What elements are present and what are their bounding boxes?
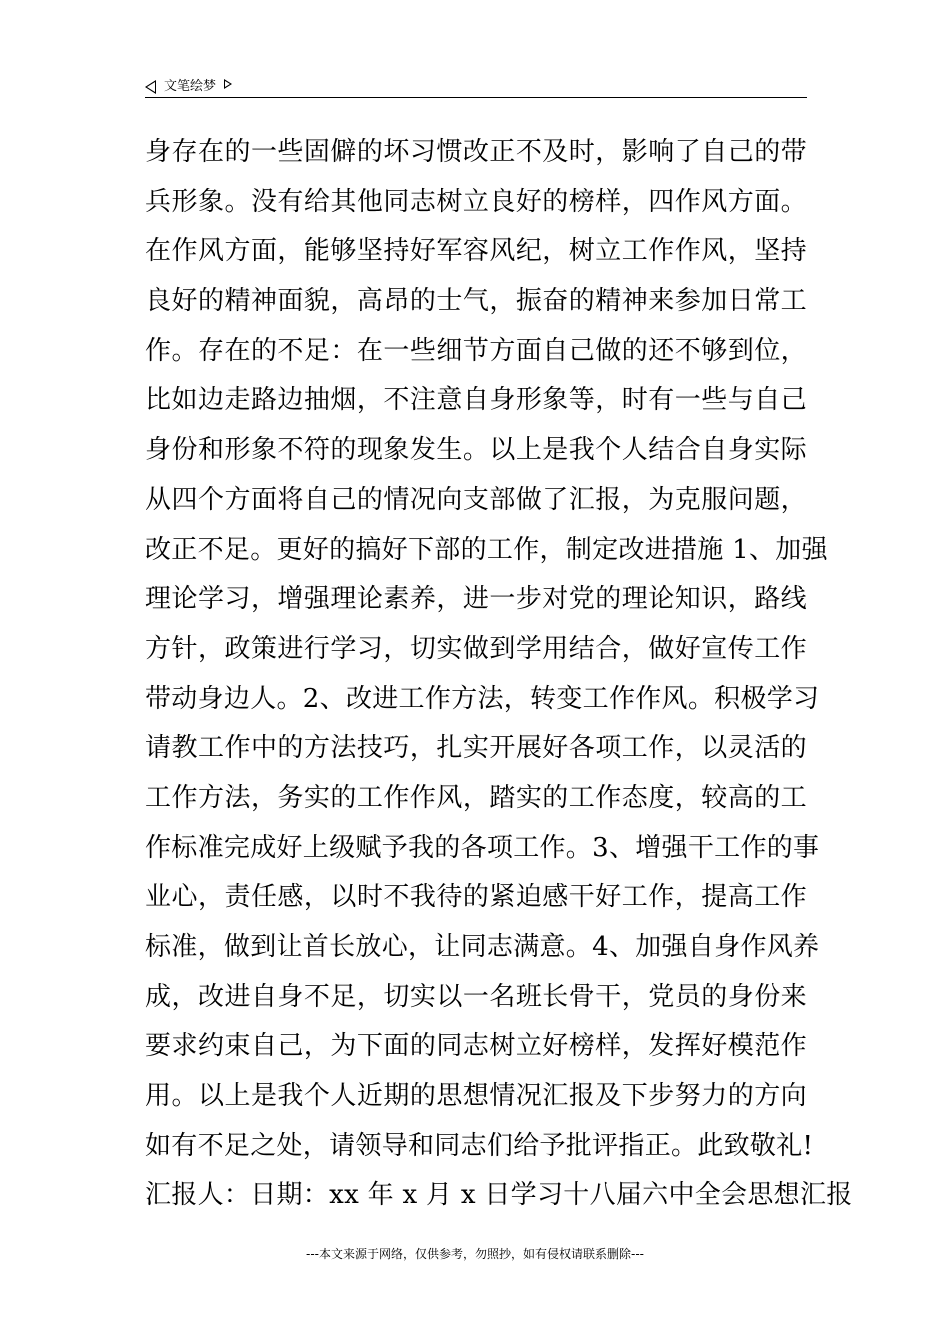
body-line: 如有不足之处，请领导和同志们给予批评指正。此致敬礼!: [145, 1130, 814, 1161]
body-line: 比如边走路边抽烟，不注意自身形象等，时有一些与自己: [145, 385, 807, 416]
body-line: 改正不足。更好的搞好下部的工作，制定改进措施 1、加强: [145, 534, 828, 565]
body-line: 在作风方面，能够坚持好军容风纪，树立工作作风，坚持: [145, 236, 807, 267]
body-line: 用。以上是我个人近期的思想情况汇报及下步努力的方向: [145, 1081, 807, 1112]
header-divider: [145, 97, 807, 98]
body-line: 请教工作中的方法技巧，扎实开展好各项工作，以灵活的: [145, 733, 807, 764]
triangle-right-icon: [224, 79, 232, 89]
body-line: 身份和形象不符的现象发生。以上是我个人结合自身实际: [145, 435, 807, 466]
header-title: 文笔绘梦: [164, 79, 217, 94]
body-line: 良好的精神面貌，高昂的士气，振奋的精神来参加日常工: [145, 286, 807, 317]
body-line: 标准，做到让首长放心，让同志满意。4、加强自身作风养: [145, 932, 820, 962]
document-body: [145, 128, 853, 1221]
body-line: 兵形象。没有给其他同志树立良好的榜样，四作风方面。: [145, 186, 807, 217]
body-line: 工作方法，务实的工作作风，踏实的工作态度，较高的工: [145, 782, 807, 813]
page-header: [145, 76, 807, 98]
page-footer: ---本文来源于网络，仅供参考，勿照抄，如有侵权请联系删除---: [306, 1247, 644, 1261]
body-line: 作标准完成好上级赋予我的各项工作。3、增强干工作的事: [145, 832, 820, 863]
body-line: 从四个方面将自己的情况向支部做了汇报，为克服问题，: [145, 484, 807, 515]
body-line: 成，改进自身不足，切实以一名班长骨干，党员的身份来: [145, 981, 807, 1012]
body-line: 身存在的一些固僻的坏习惯改正不及时，影响了自己的带: [145, 137, 807, 167]
body-line: 带动身边人。2、改进工作方法，转变工作作风。积极学习: [145, 683, 820, 714]
body-line: 汇报人：日期：xx 年 x 月 x 日学习十八届六中全会思想汇报: [145, 1180, 853, 1211]
triangle-left-icon: [145, 80, 156, 94]
body-line: 业心，责任感，以时不我待的紧迫感干好工作，提高工作: [145, 882, 807, 913]
body-line: 理论学习，增强理论素养，进一步对党的理论知识，路线: [145, 584, 807, 615]
body-line: 要求约束自己，为下面的同志树立好榜样，发挥好模范作: [145, 1031, 807, 1062]
body-line: 作。存在的不足：在一些细节方面自己做的还不够到位，: [145, 335, 807, 366]
body-line: 方针，政策进行学习，切实做到学用结合，做好宣传工作: [145, 633, 807, 664]
